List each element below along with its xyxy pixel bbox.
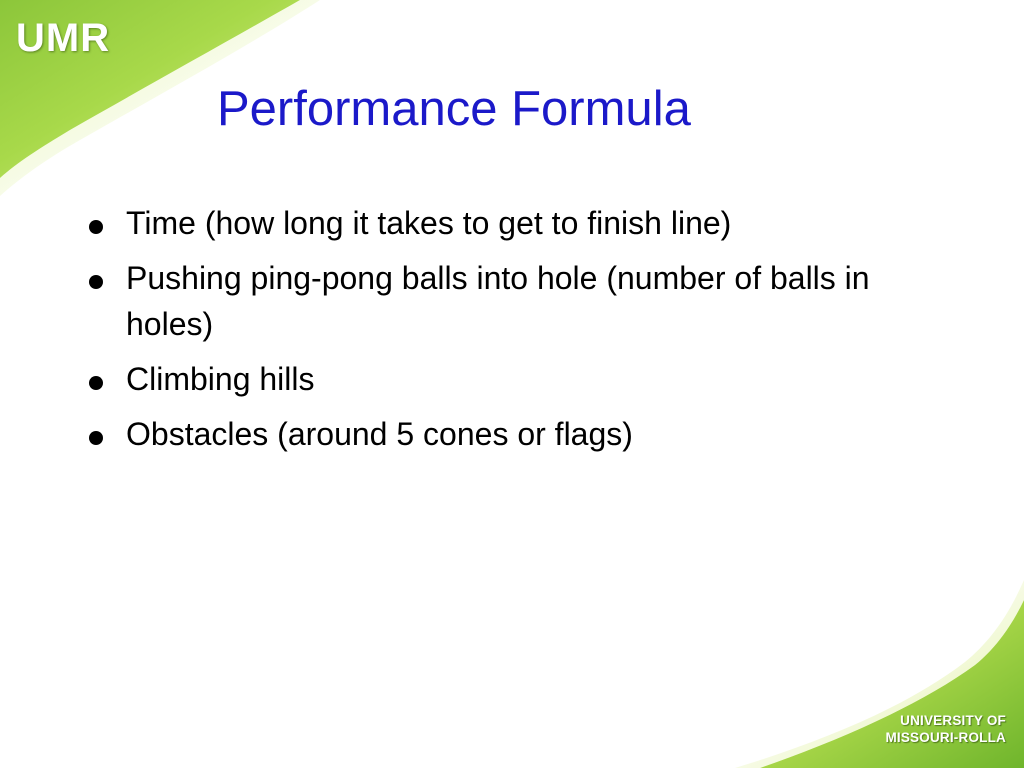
bullet-text: Climbing hills — [126, 361, 315, 397]
bullet-item — [86, 411, 946, 457]
university-logo-line2: MISSOURI-ROLLA — [885, 730, 1006, 745]
bullet-item — [86, 255, 946, 347]
bullet-list — [86, 200, 946, 466]
university-logo — [885, 712, 1006, 746]
bullet-dot-icon — [89, 376, 103, 390]
bullet-dot-icon — [89, 431, 103, 445]
bullet-dot-icon — [89, 220, 103, 234]
bullet-text: Pushing ping-pong balls into hole (number of balls in holes) — [126, 260, 870, 342]
bullet-text: Time (how long it takes to get to finish line) — [126, 205, 732, 241]
umr-logo: UMR — [16, 16, 111, 60]
slide-title: Performance Formula — [217, 82, 691, 136]
bullet-item — [86, 200, 946, 246]
bullet-item — [86, 356, 946, 402]
bullet-dot-icon — [89, 275, 103, 289]
bullet-text: Obstacles (around 5 cones or flags) — [126, 416, 633, 452]
university-logo-line1: UNIVERSITY OF — [900, 713, 1006, 728]
